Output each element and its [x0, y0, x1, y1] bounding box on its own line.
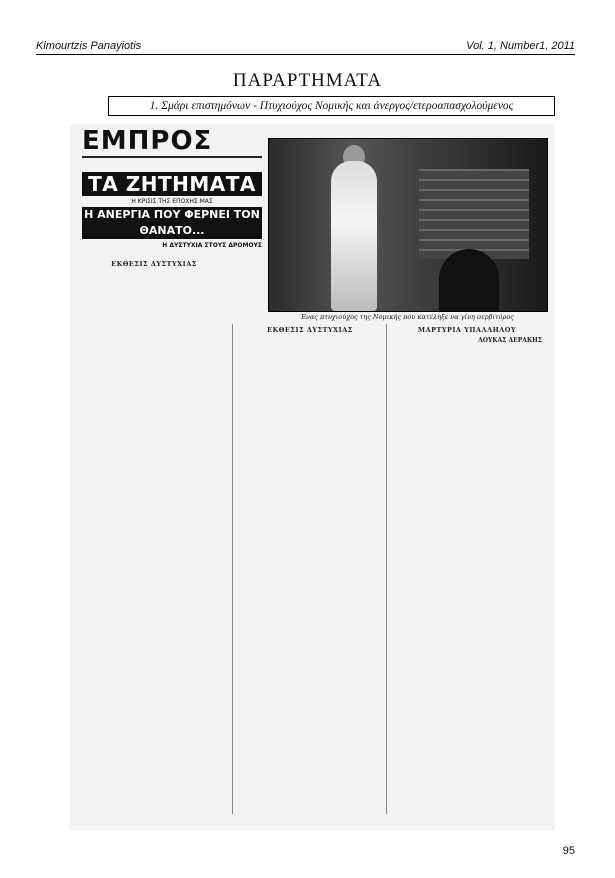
masthead-logo: ΕΜΠΡΟΣ [82, 126, 213, 156]
text-column-3 [392, 324, 542, 824]
header-author: Kimourtzis Panayiotis [36, 40, 142, 52]
column-divider [232, 324, 233, 814]
newspaper-clipping [70, 124, 555, 830]
sub-headline: Η ΑΝΕΡΓΙΑ ΠΟΥ ΦΕΡΝΕΙ ΤΟΝ ΘΑΝΑΤΟ... [82, 207, 262, 239]
article-photo [268, 138, 548, 312]
photo-figure-seated [439, 249, 499, 311]
column-divider [386, 324, 387, 814]
photo-caption: Ένας πτυχιούχος της Νομικής που κατέληξε να γίνη σερβιτόρος [300, 313, 514, 321]
column-1-heading: ΕΚΘΕΣΙΣ ΔΥΣΤΥΧΙΑΣ [111, 260, 197, 268]
newspaper-masthead [82, 128, 262, 162]
page-title: ΠΑΡΑΡΤΗΜΑΤΑ [232, 70, 383, 91]
photo-figure-waiter [331, 161, 377, 311]
text-column-1 [84, 258, 224, 818]
page-number: 95 [562, 845, 575, 857]
text-column-2 [240, 324, 380, 824]
column-2-heading: ΕΚΘΕΣΙΣ ΔΥΣΤΥΧΙΑΣ [267, 326, 353, 334]
article-signature: ΛΟΥΚΑΣ ΔΕΡΑΚΗΣ [478, 337, 542, 345]
photo-shelf [419, 169, 529, 259]
headline-block [82, 172, 262, 249]
masthead-rule [82, 156, 262, 158]
running-header [36, 40, 575, 55]
article-byline: Η ΔΥΣΤΥΧΙΑ ΣΤΟΥΣ ΔΡΟΜΟΥΣ [162, 242, 262, 249]
main-headline: ΤΑ ΖΗΤΗΜΑΤΑ [82, 172, 262, 196]
kicker-line: Η ΚΡΙΣΙΣ ΤΗΣ ΕΠΟΧΗΣ ΜΑΣ [131, 198, 213, 205]
column-3-heading: ΜΑΡΤΥΡΙΑ ΥΠΑΛΛΗΛΟΥ [417, 326, 517, 334]
header-volume: Vol. 1, Number1, 2011 [466, 40, 575, 52]
section-subtitle: 1. Σμάρι επιστημόνων - Πτυχιούχος Νομικής και άνεργος/ετεροαπασχολούμενος [108, 96, 555, 116]
